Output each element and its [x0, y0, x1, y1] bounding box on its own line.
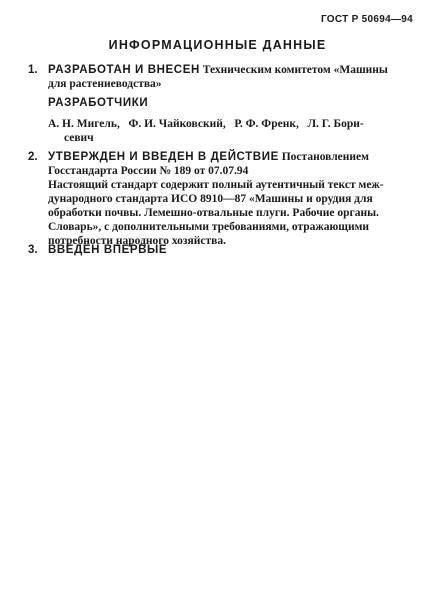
info-item-3 [28, 243, 408, 257]
developers-heading: РАЗРАБОТЧИКИ [48, 97, 149, 109]
item-text: для растениеводства» [48, 78, 162, 90]
paragraph-line: дународного стандарта ИСО 8910—87 «Машины и орудия для [48, 193, 373, 205]
item-text: Постановлением [281, 151, 369, 163]
paragraph-line: обработки почвы. Лемешно-отвальные плуги. Рабочие органы. [48, 207, 379, 219]
item-number: 1. [28, 64, 38, 76]
paragraph-line: Настоящий стандарт содержит полный аутентичный текст меж- [48, 179, 384, 191]
page-title: ИНФОРМАЦИОННЫЕ ДАННЫЕ [108, 38, 327, 52]
developers-line: А. Н. Мигель, Ф. И. Чайковский, Р. Ф. Френк, Л. Г. Бори- [48, 118, 364, 130]
item-text: Техническим комитетом «Машины [202, 64, 388, 76]
item-number: 2. [28, 151, 38, 163]
standard-code-header: ГОСТ Р 50694—94 [320, 14, 413, 25]
item-heading: РАЗРАБОТАН И ВНЕСЕН [48, 64, 200, 76]
info-item-1 [28, 63, 408, 91]
item-number: 3. [28, 244, 38, 256]
item-text: Госстандарта России № 189 от 07.07.94 [48, 165, 249, 177]
item-heading: ВВЕДЕН ВПЕРВЫЕ [48, 244, 168, 256]
developers-line: севич [64, 132, 94, 144]
paragraph-line: Словарь», с дополнительными требованиями, отражающими [48, 221, 370, 233]
paragraph-line: потребности народного хозяйства. [48, 235, 226, 247]
item-heading: УТВЕРЖДЕН И ВВЕДЕН В ДЕЙСТВИЕ [48, 151, 279, 163]
developers-list [48, 117, 413, 145]
info-item-2 [28, 150, 408, 248]
